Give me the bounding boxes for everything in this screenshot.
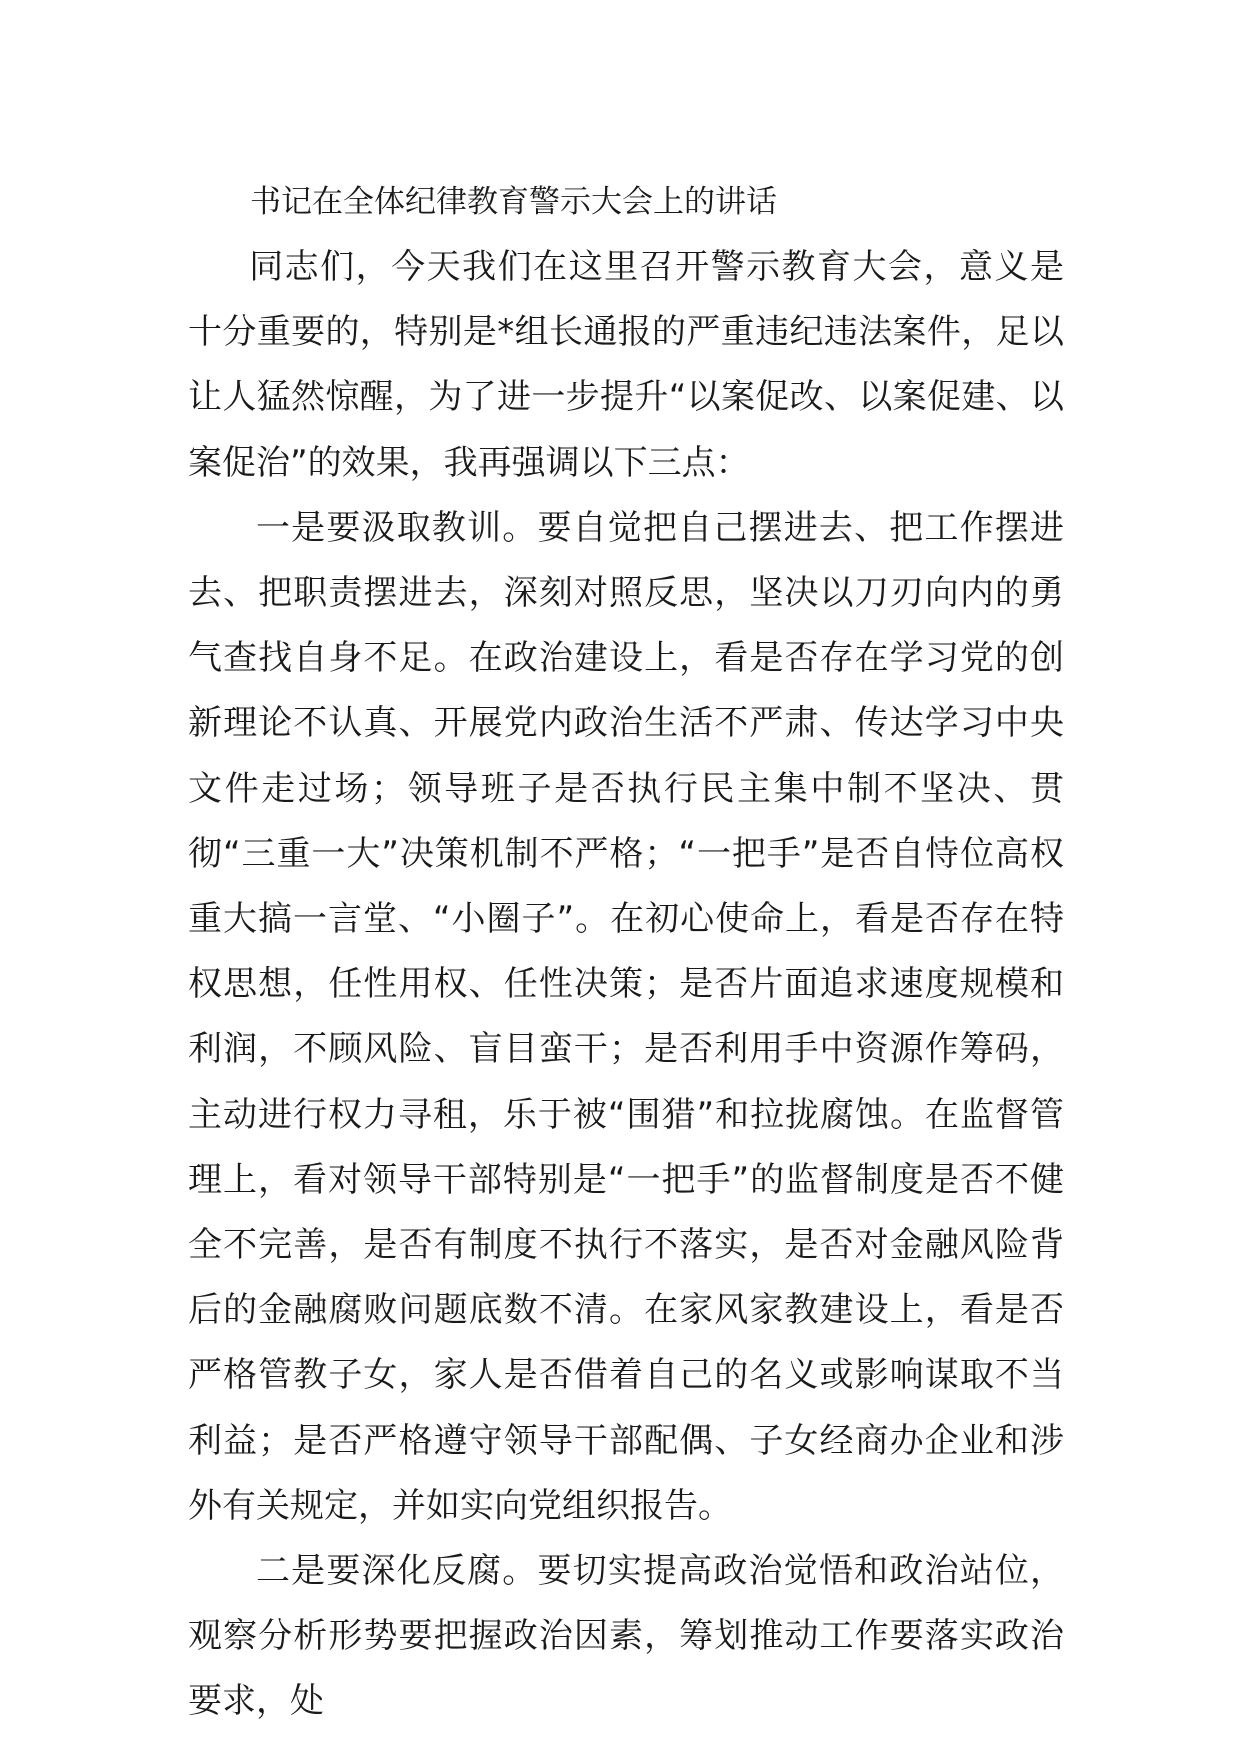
paragraph-intro: 同志们，今天我们在这里召开警示教育大会，意义是十分重要的，特别是*组长通报的严重违纪违法案件，足以让人猛然惊醒，为了进一步提升“以案促改、以案促建、以案促治”的效果，我再强调以下三点： — [188, 247, 1064, 483]
document-body — [188, 170, 1064, 1735]
document-title: 书记在全体纪律教育警示大会上的讲话 — [250, 184, 777, 220]
paragraph-point-one: 一是要汲取教训。要自觉把自己摆进去、把工作摆进去、把职责摆进去，深刻对照反思，坚决以刀刃向内的勇气查找自身不足。在政治建设上，看是否存在学习党的创新理论不认真、开展党内政治生活不严肃、传达学习中央文件走过场；领导班子是否执行民主集中制不坚决、贯彻“三重一大”决策机制不严格；“一把手”是否自恃位高权重大搞一言堂、“小圈子”。在初心使命上，看是否存在特权思想，任性用权、任性决策；是否片面追求速度规模和利润，不顾风险、盲目蛮干；是否利用手中资源作筹码，主动进行权力寻租，乐于被“围猎”和拉拢腐蚀。在监督管理上，看对领导干部特别是“一把手”的监督制度是否不健全不完善，是否有制度不执行不落实，是否对金融风险背后的金融腐败问题底数不清。在家风家教建设上，看是否严格管教子女，家人是否借着自己的名义或影响谋取不当利益；是否严格遵守领导干部配偶、子女经商办企业和涉外有关规定，并如实向党组织报告。 — [188, 507, 1064, 1526]
paragraph-point-two: 二是要深化反腐。要切实提高政治觉悟和政治站位，观察分析形势要把握政治因素，筹划推动工作要落实政治要求，处 — [188, 1551, 1064, 1722]
